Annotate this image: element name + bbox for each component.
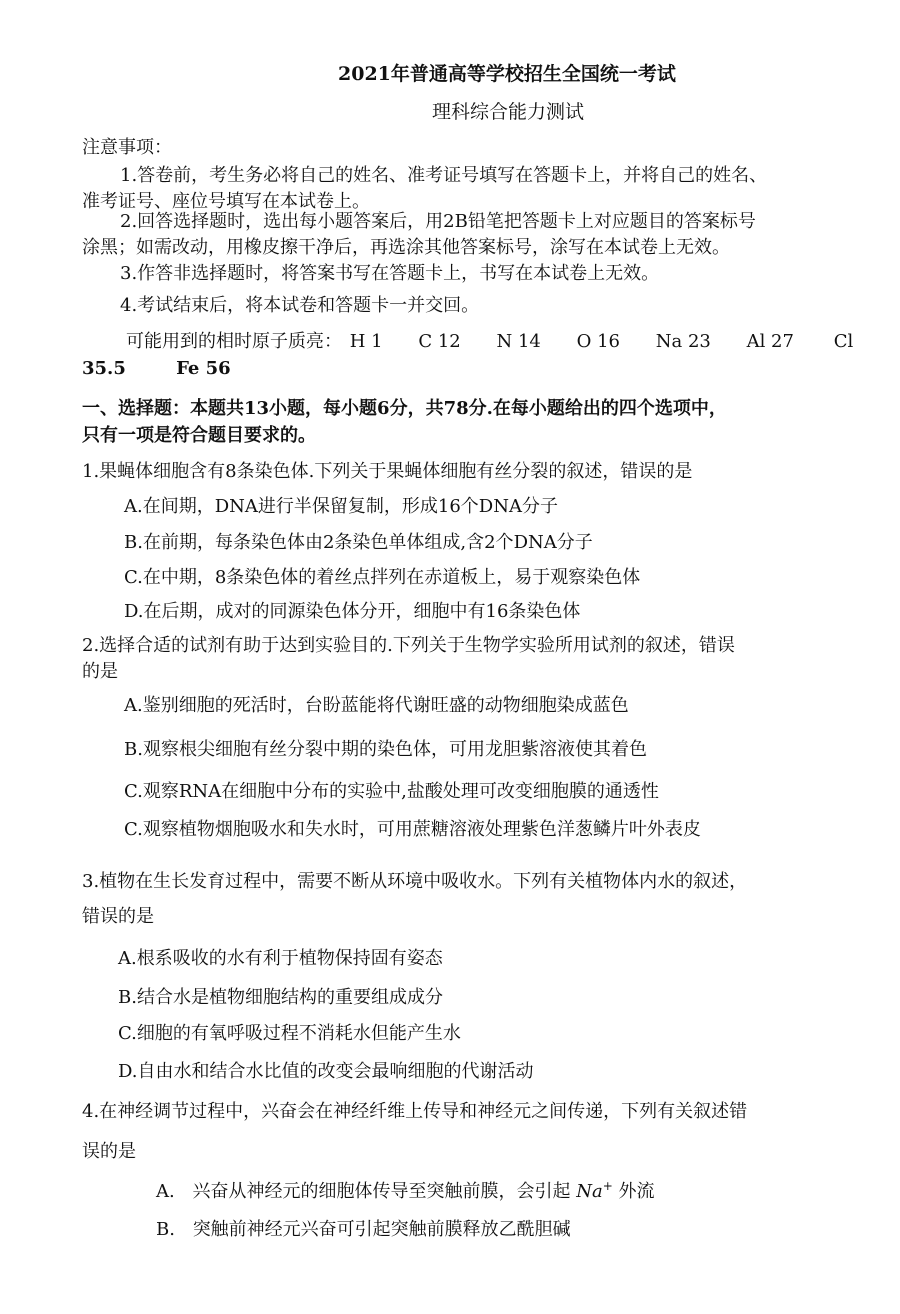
note-2-line-2: 涂黑；如需改动，用橡皮擦干净后，再选涂其他答案标号，涂写在本试卷上无效。: [82, 237, 730, 258]
q3-option-c: C.细胞的有氧呼吸过程不消耗水但能产生水: [118, 1023, 461, 1044]
q1-option-b: B.在前期，每条染色体由2条染色单体组成,含2个DNA分子: [124, 532, 593, 553]
q4-option-b-text: 突触前神经元兴奋可引起突触前膜释放乙酰胆碱: [192, 1219, 571, 1240]
atomic-n: N 14: [496, 331, 541, 352]
atomic-mass-label: 可能用到的相时原子质亮：: [126, 331, 342, 352]
atomic-na: Na 23: [655, 331, 711, 352]
q4-stem-line-1: 4.在神经调节过程中，兴奋会在神经纤维上传导和神经元之间传递，下列有关叙述错: [82, 1101, 748, 1122]
q2-option-a: A.鉴别细胞的死活时，台盼蓝能将代谢旺盛的动物细胞染成蓝色: [124, 695, 629, 716]
q2-option-b: B.观察根尖细胞有丝分裂中期的染色体，可用龙胆紫溶液使其着色: [124, 739, 647, 760]
q2-option-c: C.观察RNA在细胞中分布的实验中,盐酸处理可改变细胞膜的通透性: [124, 781, 659, 802]
atomic-o: O 16: [576, 331, 620, 352]
atomic-cl-value: 35.5: [82, 358, 126, 379]
q3-stem-line-2: 错误的是: [82, 906, 154, 927]
note-3: 3.作答非选择题时，将答案书写在答题卡上，书写在本试卷上无效。: [120, 263, 660, 284]
q3-option-b: B.结合水是植物细胞结构的重要组成成分: [118, 987, 443, 1008]
exam-title: 2021年普通高等学校招生全国统一考试: [338, 63, 676, 85]
note-1-line-1: 1.答卷前，考生务必将自己的姓名、准考证号填写在答题卡上，并将自己的姓名、: [120, 165, 768, 186]
q2-stem-line-1: 2.选择合适的试剂有助于达到实验目的.下列关于生物学实验所用试剂的叙述，错误: [82, 635, 735, 656]
section-1-line-1: 一、选择题：本题共13小题，每小题6分，共78分.在每小题给出的四个选项中，: [82, 398, 727, 419]
q4-option-a-ion: Na: [576, 1181, 603, 1202]
note-4: 4.考试结束后，将本试卷和答题卡一并交回。: [120, 295, 480, 316]
atomic-mass-line-2: [82, 357, 231, 381]
q3-option-d: D.自由水和结合水比值的改变会最响细胞的代谢活动: [118, 1061, 534, 1082]
q1-option-c: C.在中期，8条染色体的着丝点拌列在赤道板上，易于观察染色体: [124, 567, 641, 588]
q4-option-b: [156, 1218, 571, 1242]
atomic-fe: Fe 56: [176, 358, 231, 379]
q4-stem-line-2: 误的是: [82, 1141, 136, 1162]
atomic-h: H 1: [349, 331, 383, 352]
atomic-cl: Cl: [833, 331, 854, 352]
q4-option-a-label: A.: [156, 1181, 175, 1202]
q4-option-a-tail: 外流: [618, 1181, 655, 1202]
q1-option-d: D.在后期，成对的同源染色体分开，细胞中有16条染色体: [124, 601, 581, 622]
q3-stem-line-1: 3.植物在生长发育过程中，需要不断从环境中吸收水。下列有关植物体内水的叙述，: [82, 871, 748, 892]
atomic-c: C 12: [418, 331, 461, 352]
note-1-line-2: 准考证号、座位号填写在本试卷上。: [82, 191, 370, 212]
q2-stem-line-2: 的是: [82, 661, 118, 682]
notes-heading: 注意事项：: [82, 137, 172, 158]
q3-option-a: A.根系吸收的水有利于植物保持固有姿态: [118, 948, 443, 969]
atomic-al: Al 27: [746, 331, 794, 352]
q4-option-a-text: 兴奋从神经元的细胞体传导至突触前膜，会引起: [192, 1181, 571, 1202]
q4-option-a: [156, 1180, 654, 1204]
q1-option-a: A.在间期，DNA进行半保留复制，形成16个DNA分子: [124, 496, 558, 517]
q2-option-d: C.观察植物烟胞吸水和失水时，可用蔗糖溶液处理紫色洋葱鳞片叶外表皮: [124, 819, 701, 840]
q4-option-a-ion-charge: +: [602, 1179, 613, 1193]
section-1-line-2: 只有一项是符合题目要求的。: [82, 425, 316, 446]
exam-subtitle: 理科综合能力测试: [432, 101, 585, 123]
q1-stem: 1.果蝇体细胞含有8条染色体.下列关于果蝇体细胞有丝分裂的叙述，错误的是: [82, 461, 693, 482]
atomic-mass-line: [126, 330, 853, 354]
q4-option-b-label: B.: [156, 1219, 175, 1240]
note-2-line-1: 2.回答选择题时，选出每小题答案后，用2B铅笔把答题卡上对应题目的答案标号: [120, 211, 756, 232]
